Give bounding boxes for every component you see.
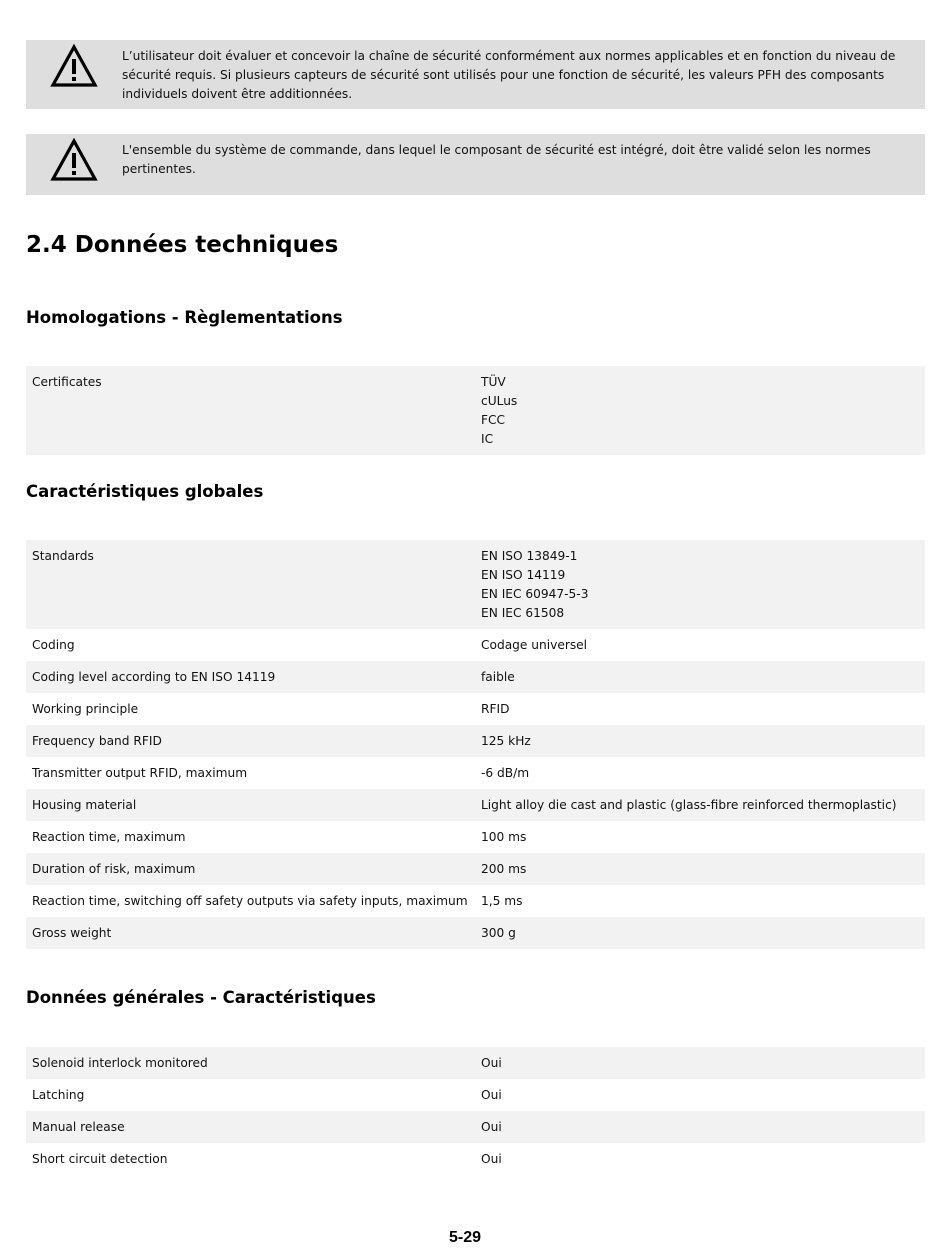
spec-label: Frequency band RFID bbox=[26, 725, 475, 757]
spec-table-generales bbox=[26, 1047, 925, 1175]
spec-value bbox=[475, 1079, 925, 1111]
table-row bbox=[26, 693, 925, 725]
spec-label: Short circuit detection bbox=[32, 1152, 168, 1166]
table-row bbox=[26, 366, 925, 455]
table-row bbox=[26, 853, 925, 885]
spec-value-line: FCC bbox=[481, 413, 506, 427]
page-number: 5-29 bbox=[448, 1229, 482, 1246]
spec-value bbox=[475, 853, 925, 885]
warning-triangle-icon bbox=[50, 138, 98, 182]
spec-value bbox=[475, 629, 925, 661]
table-row bbox=[26, 821, 925, 853]
spec-label: Reaction time, maximum bbox=[32, 830, 186, 844]
spec-value-line: Light alloy die cast and plastic (glass-fibre reinforced thermoplastic) bbox=[481, 798, 897, 812]
table-row bbox=[26, 917, 925, 949]
spec-value-line: Oui bbox=[481, 1120, 502, 1134]
table-row bbox=[26, 1079, 925, 1111]
warning-box bbox=[26, 134, 925, 195]
table-row bbox=[26, 629, 925, 661]
spec-value-line: faible bbox=[481, 670, 515, 684]
spec-value bbox=[475, 366, 925, 455]
table-row bbox=[26, 757, 925, 789]
spec-value-line: Oui bbox=[481, 1152, 502, 1166]
table-row bbox=[26, 540, 925, 629]
spec-value bbox=[475, 885, 925, 917]
group-title-globales: Caractéristiques globales bbox=[26, 482, 264, 501]
table-row bbox=[26, 1143, 925, 1175]
spec-value bbox=[475, 789, 925, 821]
spec-value bbox=[475, 917, 925, 949]
warning-triangle-icon bbox=[50, 44, 98, 88]
spec-value bbox=[475, 1111, 925, 1143]
group-title-generales: Données générales - Caractéristiques bbox=[26, 988, 376, 1007]
spec-value-line: TÜV bbox=[481, 375, 506, 389]
spec-label: Duration of risk, maximum bbox=[26, 853, 475, 885]
spec-label: Housing material bbox=[26, 789, 475, 821]
spec-value bbox=[475, 540, 925, 629]
spec-label: Reaction time, switching off safety outputs via safety inputs, maximum bbox=[32, 894, 468, 908]
spec-value-line: EN ISO 14119 bbox=[481, 568, 566, 582]
spec-value bbox=[475, 1143, 925, 1175]
spec-value-line: RFID bbox=[481, 702, 510, 716]
table-row bbox=[26, 725, 925, 757]
spec-value-line: Oui bbox=[481, 1088, 502, 1102]
spec-value-line: 200 ms bbox=[481, 862, 527, 876]
spec-value-line: EN ISO 13849-1 bbox=[481, 549, 578, 563]
spec-table-homologations bbox=[26, 366, 925, 455]
spec-value-line: 300 g bbox=[481, 926, 516, 940]
spec-label: Latching bbox=[32, 1088, 85, 1102]
warning-text: L'ensemble du système de commande, dans lequel le composant de sécurité est intégré, doit être validé selon les normes pertinentes. bbox=[122, 143, 871, 176]
section-title: 2.4 Données techniques bbox=[26, 232, 339, 258]
spec-label: Standards bbox=[26, 540, 475, 629]
spec-value bbox=[475, 661, 925, 693]
spec-label: Transmitter output RFID, maximum bbox=[32, 766, 248, 780]
spec-value bbox=[475, 821, 925, 853]
spec-value-line: EN IEC 60947-5-3 bbox=[481, 587, 589, 601]
group-title-homologations: Homologations - Règlementations bbox=[26, 308, 343, 327]
spec-value bbox=[475, 757, 925, 789]
spec-value-line: EN IEC 61508 bbox=[481, 606, 565, 620]
spec-value bbox=[475, 725, 925, 757]
spec-value bbox=[475, 1047, 925, 1079]
warning-text: L’utilisateur doit évaluer et concevoir la chaîne de sécurité conformément aux normes applicables et en fonction du niveau de sécurité requis. Si plusieurs capteurs de sécurité sont utilisés pour une fonction de sécurité, les valeurs PFH des composants individuels doivent être additionnées. bbox=[122, 49, 896, 101]
spec-label: Solenoid interlock monitored bbox=[26, 1047, 475, 1079]
table-row bbox=[26, 885, 925, 917]
spec-label: Gross weight bbox=[26, 917, 475, 949]
spec-label: Working principle bbox=[32, 702, 139, 716]
spec-value bbox=[475, 693, 925, 725]
spec-label: Coding bbox=[32, 638, 75, 652]
table-row bbox=[26, 1111, 925, 1143]
spec-label: Certificates bbox=[26, 366, 475, 455]
spec-value-line: 100 ms bbox=[481, 830, 527, 844]
spec-label: Manual release bbox=[26, 1111, 475, 1143]
table-row bbox=[26, 661, 925, 693]
spec-label: Coding level according to EN ISO 14119 bbox=[26, 661, 475, 693]
spec-value-line: -6 dB/m bbox=[481, 766, 530, 780]
spec-table-globales bbox=[26, 540, 925, 949]
spec-value-line: Codage universel bbox=[481, 638, 588, 652]
table-row bbox=[26, 789, 925, 821]
spec-value-line: 125 kHz bbox=[481, 734, 531, 748]
spec-value-line: cULus bbox=[481, 394, 518, 408]
warning-box bbox=[26, 40, 925, 109]
table-row bbox=[26, 1047, 925, 1079]
spec-value-line: IC bbox=[481, 432, 494, 446]
spec-value-line: 1,5 ms bbox=[481, 894, 523, 908]
spec-value-line: Oui bbox=[481, 1056, 502, 1070]
